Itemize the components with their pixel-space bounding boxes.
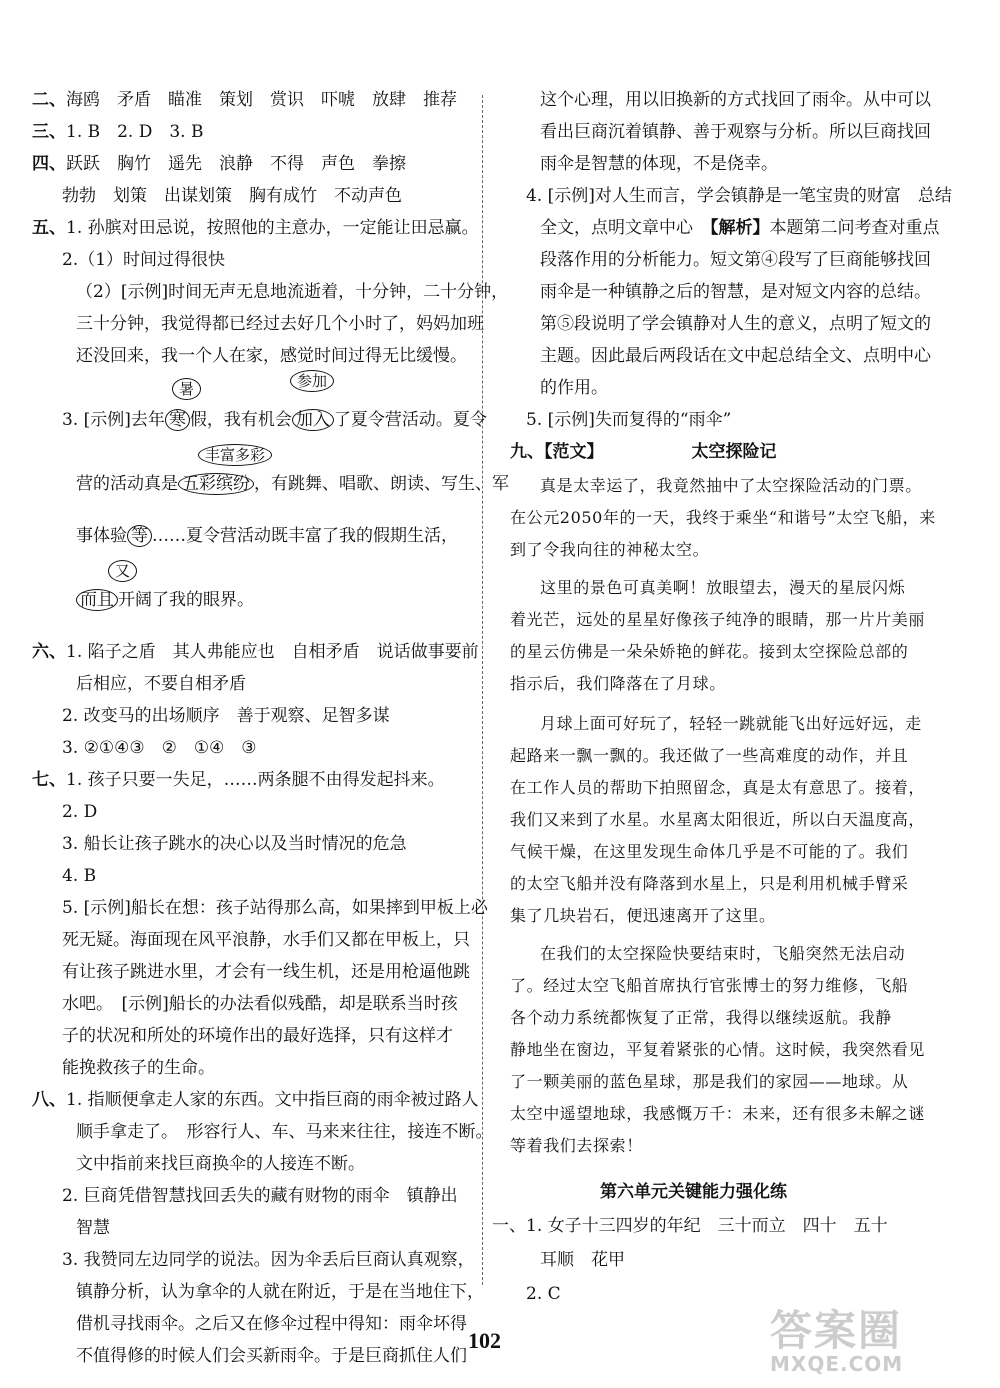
answer-line: 勃勃 划策 出谋划策 胸有成竹 不动声色 [62,186,402,206]
essay-line: 着光芒，远处的星星好像孩子纯净的眼睛，那一片片美丽 [510,610,926,629]
answer-line: 看出巨商沉着镇静、善于观察与分析。所以巨商找回 [540,122,931,142]
answer-line: 还没回来，我一个人在家，感觉时间过得无比缓慢。 [76,346,467,366]
watermark-logo [770,1298,980,1378]
answer-line: 3. [示例]去年 寒 假，我有机会 加入 了夏令营活动。夏令 [62,410,487,430]
answer-line: 镇静分析，认为拿伞的人就在附近，于是在当地住下， [76,1282,484,1302]
essay-line: 静地坐在窗边，平复着紧张的心情。这时候，我突然看见 [510,1040,926,1059]
marked-word: 加入 [292,409,334,431]
chapter-title: 第六单元关键能力强化练 [600,1182,787,1202]
answer-line: 四、跃跃 胸竹 遥先 浪静 不得 声色 拳擦 [32,154,406,174]
answer-line: 5. [示例]失而复得的“雨伞” [526,410,732,430]
answer-line: 2. 巨商凭借智慧找回丢失的藏有财物的雨伞 镇静出 [62,1186,458,1206]
answer-line: 而且 开阔了我的眼界。 [76,588,254,612]
answer-line: 后相应，不要自相矛盾 [76,674,246,694]
answer-line: 雨伞是一种镇静之后的智慧，是对短文内容的总结。 [540,282,931,302]
answer-line: （2）[示例]时间无声无息地流逝着，十分钟，二十分钟， [76,282,509,302]
answer-line: 借机寻找雨伞。之后又在修伞过程中得知：雨伞坏得 [76,1314,467,1334]
answer-line: 营的活动真是 五彩缤纷 ，有跳舞、唱歌、朗读、写生、军 [76,474,509,494]
essay-line: 指示后，我们降落在了月球。 [510,674,726,693]
marked-word: 寒 [165,409,190,431]
column-divider [482,95,483,1285]
essay-line: 到了令我向往的神秘太空。 [510,540,710,559]
answer-line: 的作用。 [540,378,608,398]
answer-line: 能挽救孩子的生命。 [62,1058,215,1078]
essay-line: 的星云仿佛是一朵朵娇艳的鲜花。接到太空探险总部的 [510,642,909,661]
answer-line: 二、海鸥 矛盾 瞄准 策划 赏识 吓唬 放肆 推荐 [32,90,457,110]
answer-line: 2. C [526,1284,561,1304]
correction-bubble: 丰富多彩 [198,444,272,466]
correction-bubble: 又 [108,560,137,582]
answer-line: 不值得修的时候人们会买新雨伞。于是巨商抓住人们 [76,1346,467,1366]
essay-line: 起路来一飘一飘的。我还做了一些高难度的动作，并且 [510,746,909,765]
essay-line: 等着我们去探索！ [510,1136,643,1155]
essay-line: 了一颗美丽的蓝色星球，那是我们的家园——地球。从 [510,1072,909,1091]
essay-line: 太空中遥望地球，我感慨万千：未来，还有很多未解之谜 [510,1104,926,1123]
answer-line: 5. [示例]船长在想：孩子站得那么高，如果摔到甲板上必 [62,898,488,918]
answer-line: 有让孩子跳进水里，才会有一线生机，还是用枪逼他跳 [62,962,470,982]
answer-line: 3. 船长让孩子跳水的决心以及当时情况的危急 [62,834,407,854]
answer-line: 事体验 等 ……夏令营活动既丰富了我的假期生活， [76,526,458,546]
answer-line: 2. D [62,802,98,822]
answer-line: 3. 我赞同左边同学的说法。因为伞丢后巨商认真观察， [62,1250,475,1270]
answer-line: 3. ②①④③ ② ①④ ③ [62,738,257,758]
answer-line: 五、1. 孙膑对田忌说，按照他的主意办，一定能让田忌赢。 [32,218,479,238]
answer-line: 死无疑。海面现在风平浪静，水手们又都在甲板上，只 [62,930,470,950]
essay-title: 太空探险记 [691,442,777,462]
answer-line: 六、1. 陷子之盾 其人弗能应也 自相矛盾 说话做事要前 [32,642,479,662]
essay-line: 这里的景色可真美啊！放眼望去，漫天的星辰闪烁 [540,578,906,597]
answer-line: 三十分钟，我觉得都已经过去好几个小时了，妈妈加班 [76,314,484,334]
answer-line: 雨伞是智慧的体现，不是侥幸。 [540,154,778,174]
correction-bubble: 暑 [172,378,201,400]
answer-line: 八、1. 指顺便拿走人家的东西。文中指巨商的雨伞被过路人 [32,1090,479,1110]
marked-word: 而且 [76,589,118,611]
answer-line: 主题。因此最后两段话在文中起总结全文、点明中心 [540,346,931,366]
essay-line: 了。经过太空飞船首席执行官张博士的努力维修，飞船 [510,976,909,995]
answer-line: 耳顺 花甲 [540,1250,625,1270]
essay-line: 集了几块岩石，便迅速离开了这里。 [510,906,776,925]
answer-line: 4. B [62,866,97,886]
marked-word: 五彩缤纷 [178,473,254,495]
answer-line: 2. 改变马的出场顺序 善于观察、足智多谋 [62,706,390,726]
answer-line: 顺手拿走了。 形容行人、车、马来来往往，接连不断。 [76,1122,493,1142]
answer-line: 智慧 [76,1218,110,1238]
answer-line: 4. [示例]对人生而言，学会镇静是一笔宝贵的财富 总结 [526,186,952,206]
answer-line: 第⑤段说明了学会镇静对人生的意义，点明了短文的 [540,314,931,334]
answer-line: 三、1. B 2. D 3. B [32,122,204,142]
answer-line: 子的状况和所处的环境作出的最好选择，只有这样才 [62,1026,453,1046]
essay-line: 我们又来到了水星。水星离太阳很近，所以白天温度高， [510,810,926,829]
correction-bubble: 参加 [290,370,334,392]
watermark-url: MXQE.COM [770,1352,904,1376]
answer-line: 七、1. 孩子只要一失足，……两条腿不由得发起抖来。 [32,770,445,790]
essay-line: 气候干燥，在这里发现生命体几乎是不可能的了。我们 [510,842,909,861]
answer-line: 全文，点明文章中心 【解析】本题第二问考查对重点 [540,218,940,238]
essay-line: 月球上面可好玩了，轻轻一跳就能飞出好远好远，走 [540,714,922,733]
essay-line: 在工作人员的帮助下拍照留念，真是太有意思了。接着， [510,778,926,797]
answer-line: 一、1. 女子十三四岁的年纪 三十而立 四十 五十 [492,1216,888,1236]
answer-line: 水吧。 [示例]船长的办法看似残酷，却是联系当时孩 [62,994,458,1014]
essay-line: 在我们的太空探险快要结束时，飞船突然无法启动 [540,944,906,963]
page-number: 102 [468,1328,501,1353]
essay-line: 在公元2050年的一天，我终于乘坐“和谐号”太空飞船，来 [510,508,936,527]
essay-line: 各个动力系统都恢复了正常，我得以继续返航。我静 [510,1008,892,1027]
marked-word: 等 [127,525,152,547]
answer-line: 段落作用的分析能力。短文第④段写了巨商能够找回 [540,250,931,270]
answer-line: 文中指前来找巨商换伞的人接连不断。 [76,1154,365,1174]
answer-line: 2.（1）时间过得很快 [62,250,226,270]
essay-line: 的太空飞船并没有降落到水星上，只是利用机械手臂采 [510,874,909,893]
essay-line: 真是太幸运了，我竟然抽中了太空探险活动的门票。 [540,476,922,495]
essay-header: 九、【范文】 太空探险记 [510,442,777,462]
analysis-label: 【解析】 [710,218,770,238]
answer-line: 这个心理，用以旧换新的方式找回了雨伞。从中可以 [540,90,931,110]
watermark-text: 答案圈 [770,1306,903,1355]
